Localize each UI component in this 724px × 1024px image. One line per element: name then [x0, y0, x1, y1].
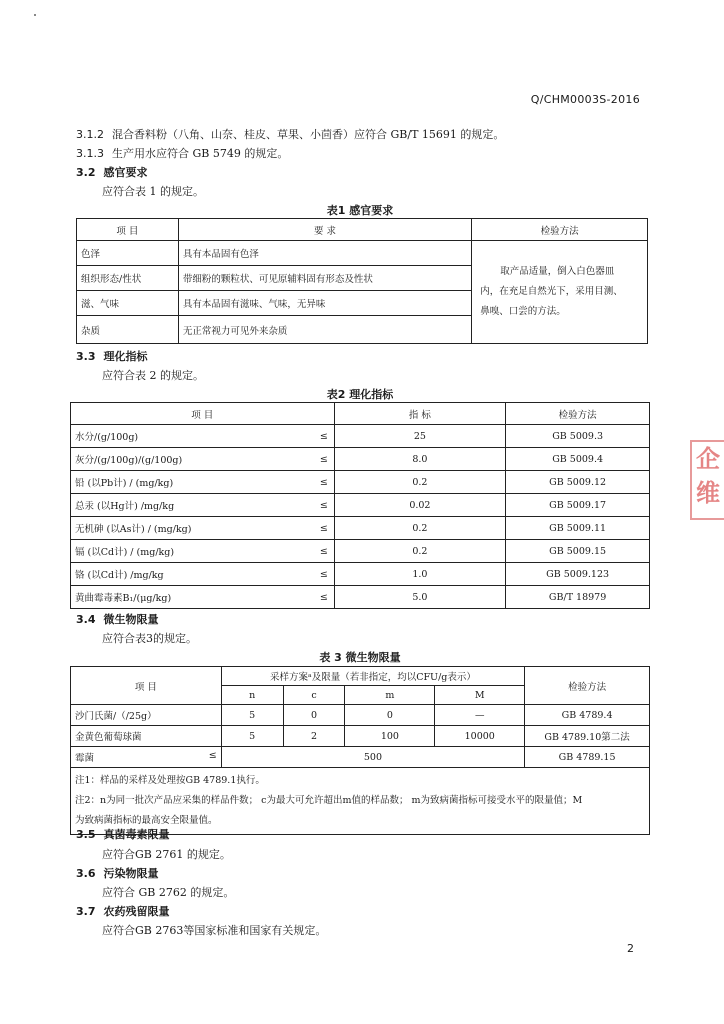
- table-cell: 水分/(g/100g): [71, 425, 315, 448]
- section-title: 农药残留限量: [103, 905, 170, 918]
- table-cell: 金黄色葡萄球菌: [71, 726, 222, 747]
- section-heading-3-7: [76, 903, 170, 919]
- table-row: [71, 563, 650, 586]
- table-cell: GB 4789.15: [525, 747, 650, 768]
- stamp-char: 维: [696, 478, 720, 507]
- table3-caption: 表 3 微生物限量: [319, 651, 401, 664]
- section-title: 真菌毒素限量: [103, 828, 170, 841]
- table3-header-plan-cell: 采样方案ᵃ及限量（若非指定，均以CFU/g表示）: [221, 667, 524, 686]
- table-row: [71, 726, 650, 747]
- table-row: [71, 747, 650, 768]
- table2-header-index: 指 标: [334, 403, 506, 425]
- table1-header-item: 项 目: [77, 219, 179, 241]
- note-line: 注2：n为同一批次产品应采集的样品件数； c为最大可允许超出m值的样品数； m为致病菌指标可接受水平的限量值；M: [75, 795, 583, 806]
- table-cell: 滋、气味: [77, 291, 179, 316]
- table-row: [71, 448, 650, 471]
- table3-sub-c-cell: c: [283, 686, 345, 705]
- table-cell: 5: [221, 726, 283, 747]
- table-cell: 铅 (以Pb计) / (mg/kg): [71, 471, 315, 494]
- section-heading-3-2: [76, 164, 148, 180]
- table-cell: 色泽: [77, 241, 179, 266]
- section-number: 3.5: [76, 828, 96, 841]
- table-cell: 带细粉的颗粒状、可见原辅料固有形态及性状: [178, 266, 471, 291]
- table3-sub-n-cell: n: [221, 686, 283, 705]
- table-cell: ≤: [314, 563, 334, 586]
- table2-header-method: 检验方法: [506, 403, 650, 425]
- clause-text: 混合香料粉（八角、山奈、桂皮、草果、小茴香）应符合 GB/T 15691 的规定。: [112, 128, 505, 141]
- table1-header-method: 检验方法: [472, 219, 648, 241]
- table-cell: GB 4789.4: [525, 705, 650, 726]
- section-title: 污染物限量: [103, 867, 159, 880]
- seal-stamp: [690, 440, 724, 520]
- table-cell: ≤: [314, 586, 334, 609]
- table1-method-cell: [472, 241, 648, 344]
- table-cell: GB 5009.4: [506, 448, 650, 471]
- table-cell: ≤: [314, 425, 334, 448]
- table-cell: 黄曲霉毒素B₁/(μg/kg): [71, 586, 315, 609]
- section-number: 3.2: [76, 166, 96, 179]
- table-cell: 沙门氏菌/（/25g）: [71, 705, 222, 726]
- method-line: 内，在充足自然光下，采用目测、: [480, 286, 623, 297]
- table-cell: 2: [283, 726, 345, 747]
- table3-sub-M-cell: M: [435, 686, 525, 705]
- table-row: [71, 705, 650, 726]
- section-body-3-3: 应符合表 2 的规定。: [102, 369, 204, 382]
- section-body-3-5: 应符合GB 2761 的规定。: [102, 848, 231, 861]
- table-row: [71, 494, 650, 517]
- clause-3-1-3: [76, 145, 288, 161]
- section-title: 感官要求: [103, 166, 148, 179]
- table3-notes: [71, 768, 650, 835]
- method-line: 取产品适量，倒入白色器皿: [500, 266, 615, 277]
- table-cell: ≤: [314, 540, 334, 563]
- section-body-3-4: 应符合表3的规定。: [102, 632, 197, 645]
- section-heading-3-4: [76, 611, 159, 627]
- table-cell: 杂质: [77, 316, 179, 344]
- table-cell: GB/T 18979: [506, 586, 650, 609]
- table-cell: 0.2: [334, 471, 506, 494]
- page-number: 2: [627, 942, 634, 955]
- table-row: [77, 241, 648, 266]
- table1-sensory: [76, 218, 648, 344]
- table-cell: GB 4789.10第二法: [525, 726, 650, 747]
- section-number: 3.7: [76, 905, 96, 918]
- table1-header-requirement: 要 求: [178, 219, 471, 241]
- table3-header-item-cell: 项 目: [71, 667, 222, 705]
- table2-caption: 表2 理化指标: [326, 388, 394, 401]
- table3-header-method-cell: 检验方法: [525, 667, 650, 705]
- table3-notes-row: [71, 768, 650, 835]
- section-heading-3-5: [76, 826, 170, 842]
- section-body-3-6: 应符合 GB 2762 的规定。: [102, 886, 235, 899]
- table-cell: 5: [221, 705, 283, 726]
- table-cell: —: [435, 705, 525, 726]
- note-line: 注1：样品的采样及处理按GB 4789.1执行。: [75, 775, 265, 786]
- clause-number: 3.1.3: [76, 147, 104, 160]
- table-cell: GB 5009.15: [506, 540, 650, 563]
- table-cell: 无机砷 (以As计) / (mg/kg): [71, 517, 315, 540]
- table-row: [71, 517, 650, 540]
- table-cell: ≤: [314, 517, 334, 540]
- section-number: 3.4: [76, 613, 96, 626]
- table-cell: 100: [345, 726, 435, 747]
- section-number: 3.6: [76, 867, 96, 880]
- table-cell: GB 5009.12: [506, 471, 650, 494]
- clause-text: 生产用水应符合 GB 5749 的规定。: [112, 147, 289, 160]
- section-body-3-2: 应符合表 1 的规定。: [102, 185, 204, 198]
- table-cell: 具有本品固有色泽: [178, 241, 471, 266]
- table-cell: GB 5009.17: [506, 494, 650, 517]
- table3-sub-m-cell: m: [345, 686, 435, 705]
- stamp-char: 企: [696, 444, 720, 473]
- table-cell: 0.2: [334, 517, 506, 540]
- table-cell: 0.2: [334, 540, 506, 563]
- table-cell: 5.0: [334, 586, 506, 609]
- mold-item: 霉菌: [75, 753, 95, 764]
- table-cell: 1.0: [334, 563, 506, 586]
- table3-grid: [70, 666, 650, 835]
- table-cell: ≤: [314, 494, 334, 517]
- table-cell: 0: [345, 705, 435, 726]
- table-cell: [71, 747, 222, 768]
- table-cell: 500: [221, 747, 524, 768]
- table-cell: 镉 (以Cd计) / (mg/kg): [71, 540, 315, 563]
- section-body-3-7: 应符合GB 2763等国家标准和国家有关规定。: [102, 924, 327, 937]
- document-number: Q/CHM0003S-2016: [530, 93, 640, 106]
- section-title: 理化指标: [103, 350, 148, 363]
- clause-number: 3.1.2: [76, 128, 104, 141]
- table-cell: ≤: [314, 448, 334, 471]
- table-cell: GB 5009.123: [506, 563, 650, 586]
- table-cell: GB 5009.11: [506, 517, 650, 540]
- table-cell: 8.0: [334, 448, 506, 471]
- table-cell: GB 5009.3: [506, 425, 650, 448]
- method-line: 鼻嗅、口尝的方法。: [480, 306, 566, 317]
- table-row: [71, 540, 650, 563]
- table-cell: 25: [334, 425, 506, 448]
- table-cell: 具有本品固有滋味、气味，无异味: [178, 291, 471, 316]
- table1-caption: 表1 感官要求: [326, 204, 394, 217]
- table-cell: 0.02: [334, 494, 506, 517]
- clause-3-1-2: [76, 126, 504, 142]
- table-cell: ≤: [314, 471, 334, 494]
- table-cell: 10000: [435, 726, 525, 747]
- section-heading-3-6: [76, 865, 159, 881]
- note-line: 为致病菌指标的最高安全限量值。: [75, 815, 218, 826]
- table2-header-item: 项 目: [71, 403, 335, 425]
- section-heading-3-3: [76, 348, 148, 364]
- table-cell: 0: [283, 705, 345, 726]
- table2-physicochemical: [70, 402, 650, 609]
- table-cell: 总汞 (以Hg计) /mg/kg: [71, 494, 315, 517]
- table-cell: 无正常视力可见外来杂质: [178, 316, 471, 344]
- table-row: [71, 586, 650, 609]
- table-cell: 铬 (以Cd计) /mg/kg: [71, 563, 315, 586]
- section-title: 微生物限量: [103, 613, 159, 626]
- section-number: 3.3: [76, 350, 96, 363]
- table-cell: 组织形态/性状: [77, 266, 179, 291]
- mold-symbol: ≤: [208, 750, 217, 761]
- table-row: [71, 425, 650, 448]
- table-row: [71, 471, 650, 494]
- scan-speck: [34, 14, 36, 16]
- table-cell: 灰分/(g/100g)/(g/100g): [71, 448, 315, 471]
